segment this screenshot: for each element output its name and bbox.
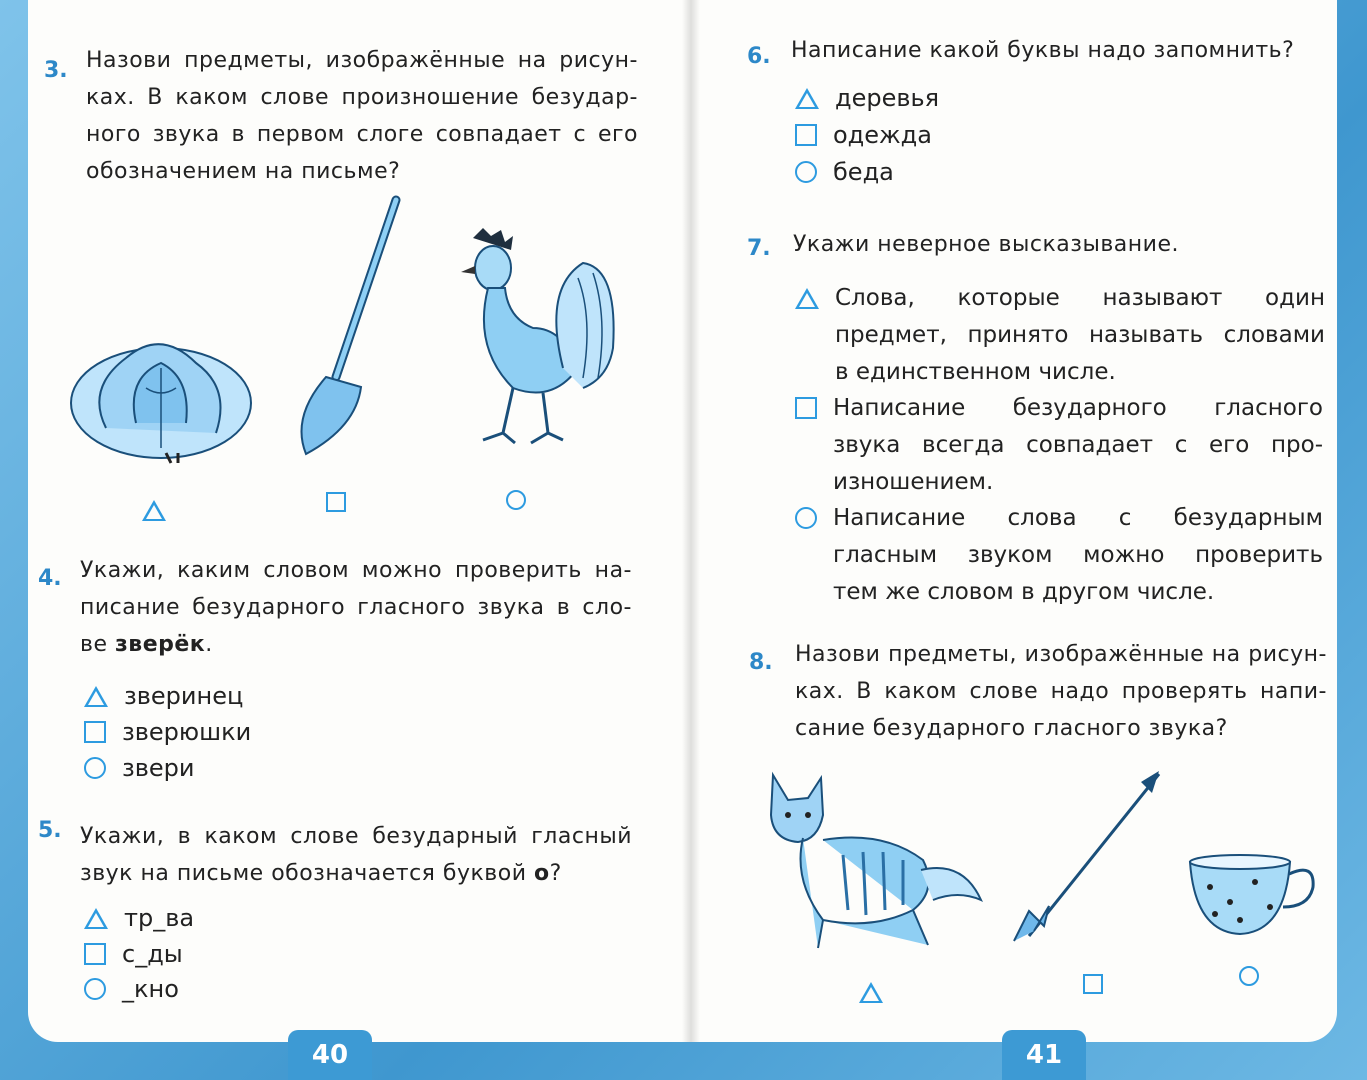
- q7-option-2[interactable]: [795, 390, 1323, 501]
- arrow-image: [1009, 766, 1169, 946]
- q7-option-line: звука всегда совпадает с его про-: [833, 432, 1323, 458]
- cabbage-image: [66, 318, 256, 468]
- q5-option-label: с_ды: [122, 940, 183, 968]
- q4-option-2[interactable]: [84, 718, 251, 746]
- question-3-line: ного звука в первом слоге совпадает с его: [86, 122, 638, 147]
- question-5-line: Укажи, в каком слове безударный гласный: [80, 824, 632, 849]
- q6-option-3[interactable]: [795, 158, 894, 186]
- q5-option-label: _кно: [122, 975, 179, 1003]
- circle-icon: [84, 757, 106, 779]
- question-4-suffix: .: [205, 632, 213, 657]
- q7-option-line: Написание слова с безударным: [833, 505, 1323, 531]
- question-7-text: Укажи неверное высказывание.: [793, 232, 1179, 257]
- q7-option-line: тем же словом в другом числе.: [833, 579, 1215, 605]
- triangle-icon: [795, 88, 819, 109]
- triangle-icon: [795, 288, 819, 309]
- question-3-line: обозначением на письме?: [86, 159, 401, 184]
- q3-option-triangle[interactable]: [142, 500, 166, 521]
- question-3-text: [86, 42, 638, 190]
- question-3-line: Назови предметы, изображённые на рисун-: [86, 48, 638, 73]
- square-icon: [795, 397, 817, 419]
- q4-option-3[interactable]: [84, 754, 195, 782]
- question-6-text: Написание какой буквы надо запомнить?: [791, 38, 1295, 63]
- q6-option-label: деревья: [835, 84, 940, 112]
- q4-option-label: зверюшки: [122, 718, 252, 746]
- q5-option-label: тр_ва: [124, 904, 195, 932]
- q7-option-line: Написание безударного гласного: [833, 395, 1323, 421]
- question-8-number: 8.: [749, 650, 773, 675]
- question-5-number: 5.: [38, 818, 62, 843]
- q7-option-3[interactable]: [795, 500, 1323, 611]
- question-4-number: 4.: [38, 566, 62, 591]
- q7-option-line: Слова, которые называют один: [835, 285, 1325, 311]
- q4-option-label: звери: [122, 754, 195, 782]
- right-page: [691, 0, 1337, 1042]
- q7-option-text: [835, 280, 1325, 391]
- question-8-text: [795, 636, 1327, 747]
- question-5-bold-letter: о: [534, 861, 550, 886]
- q7-option-line: гласным звуком можно проверить: [833, 542, 1323, 568]
- q4-option-1[interactable]: [84, 682, 243, 710]
- triangle-icon: [84, 908, 108, 929]
- question-6-number: 6.: [747, 44, 771, 69]
- square-icon: [84, 721, 106, 743]
- q5-option-3[interactable]: [84, 975, 179, 1003]
- cup-image: [1185, 852, 1320, 942]
- question-4-bold-word: зверёк: [115, 632, 206, 657]
- left-page: [28, 0, 691, 1042]
- square-icon: [795, 124, 817, 146]
- q6-option-label: одежда: [833, 121, 932, 149]
- q7-option-text: [833, 390, 1323, 501]
- question-5-prefix: звук на письме обозначается буквой: [80, 861, 534, 886]
- question-7-number: 7.: [747, 236, 771, 261]
- question-3-line: ках. В каком слове произношение безудар-: [86, 85, 638, 110]
- page-number-left: 40: [288, 1030, 372, 1080]
- q6-option-2[interactable]: [795, 121, 932, 149]
- triangle-icon: [84, 686, 108, 707]
- question-5-line: [80, 855, 632, 892]
- q8-option-triangle[interactable]: [859, 982, 883, 1003]
- question-4-line: писание безударного гласного звука в сло-: [80, 595, 632, 620]
- question-4-prefix: ве: [80, 632, 115, 657]
- q3-option-square[interactable]: [326, 492, 346, 512]
- q8-option-circle[interactable]: [1239, 966, 1259, 986]
- q6-option-1[interactable]: [795, 84, 939, 112]
- q5-option-1[interactable]: [84, 904, 194, 932]
- q7-option-line: в единственном числе.: [835, 359, 1116, 385]
- q3-option-circle[interactable]: [506, 490, 526, 510]
- question-4-line: [80, 626, 632, 663]
- rooster-image: [443, 228, 618, 453]
- q7-option-line: предмет, принято называть словами: [835, 322, 1325, 348]
- q4-option-label: зверинец: [124, 682, 244, 710]
- question-5-text: [80, 818, 632, 892]
- question-8-line: сание безударного гласного звука?: [795, 716, 1228, 741]
- q6-option-label: беда: [833, 158, 894, 186]
- circle-icon: [795, 161, 817, 183]
- cat-image: [763, 770, 988, 950]
- q7-option-text: [833, 500, 1323, 611]
- book-gutter: [682, 0, 700, 1042]
- q7-option-line: изношением.: [833, 469, 994, 495]
- question-4-text: [80, 552, 632, 663]
- circle-icon: [795, 507, 817, 529]
- circle-icon: [84, 978, 106, 1000]
- question-5-suffix: ?: [549, 861, 562, 886]
- page-number-right: 41: [1002, 1030, 1086, 1080]
- question-8-line: ках. В каком слове надо проверять напи-: [795, 679, 1327, 704]
- q5-option-2[interactable]: [84, 940, 183, 968]
- question-8-line: Назови предметы, изображённые на рисун-: [795, 642, 1327, 667]
- square-icon: [84, 943, 106, 965]
- q8-option-square[interactable]: [1083, 974, 1103, 994]
- q7-option-1[interactable]: [795, 280, 1325, 391]
- shovel-image: [286, 192, 406, 462]
- question-4-line: Укажи, каким словом можно проверить на-: [80, 558, 632, 583]
- question-3-number: 3.: [44, 58, 68, 83]
